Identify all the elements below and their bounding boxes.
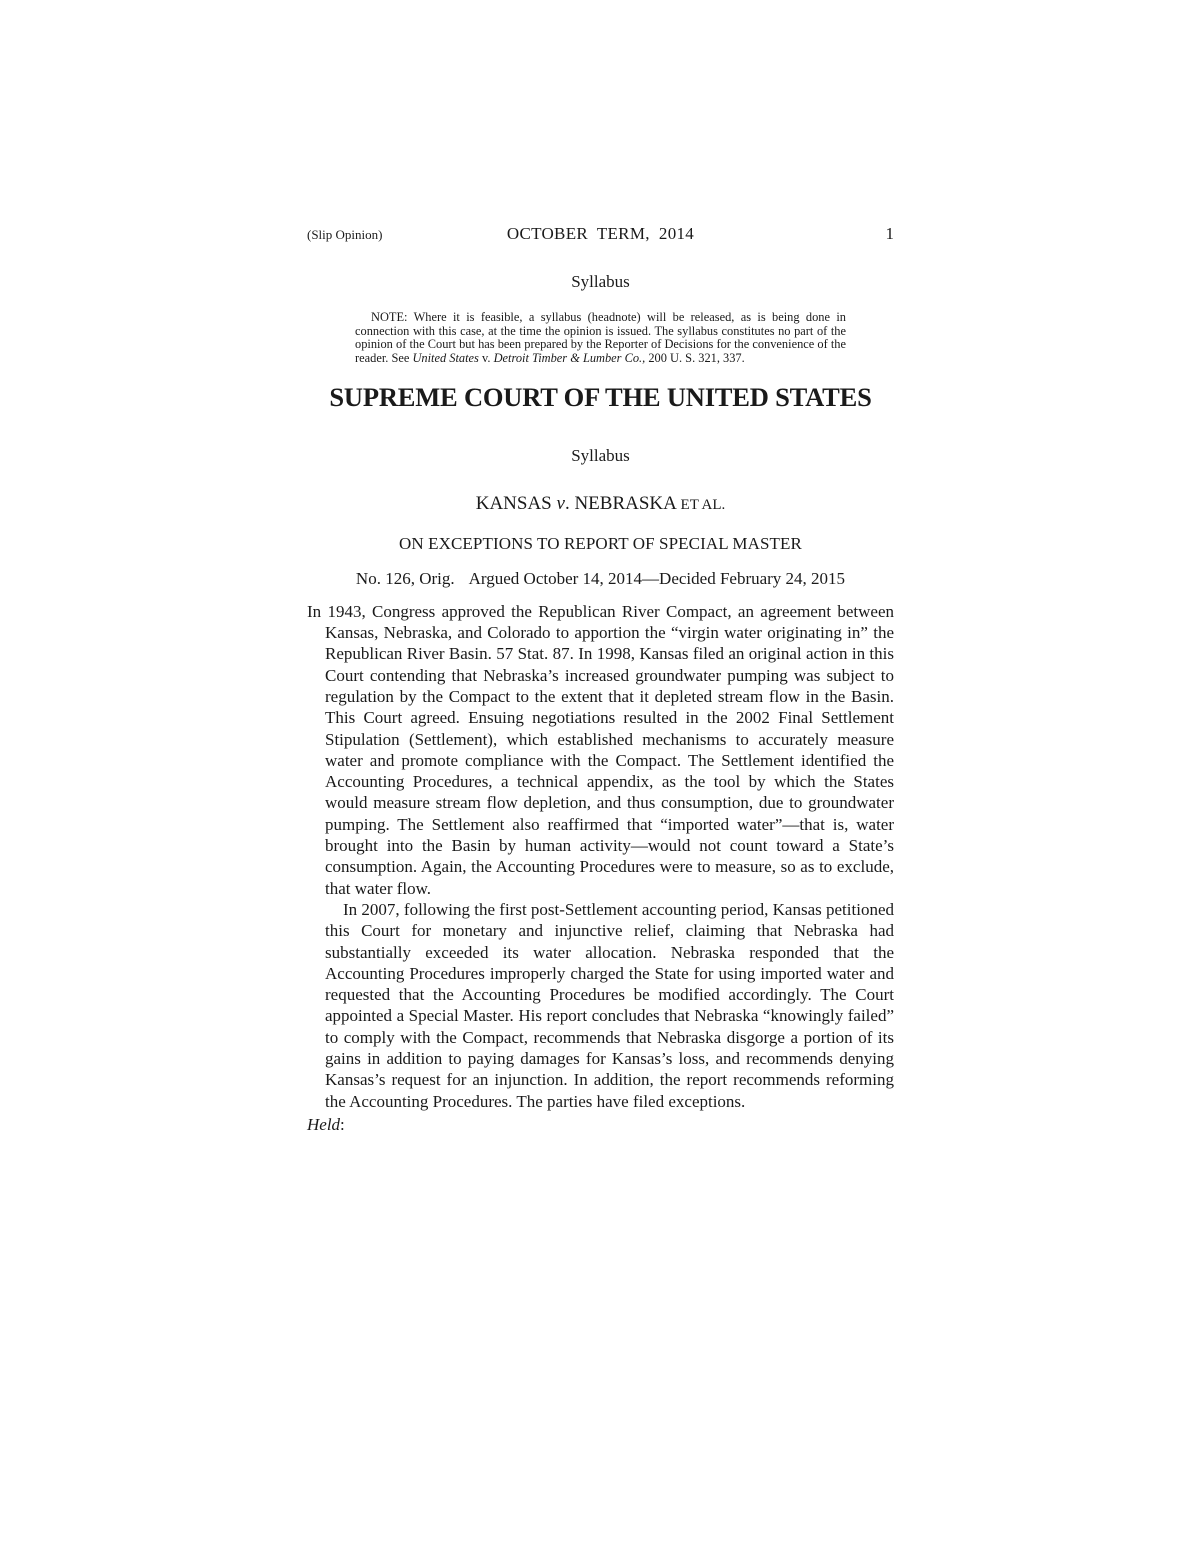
page-number: 1 [885,224,894,243]
syllabus-heading: Syllabus [571,445,630,465]
note-case-v: v. [478,351,494,366]
note-case-party-2: Detroit Timber & Lumber Co., [493,351,646,366]
slip-opinion-label: (Slip Opinion) [307,227,383,242]
case-caption [307,493,894,515]
term-label: OCTOBER TERM, 2014 [506,224,695,243]
docket-line [307,569,894,589]
court-title: SUPREME COURT OF THE UNITED STATES [329,381,872,412]
running-header [307,224,894,246]
caption-defendant: NEBRASKA [569,492,681,514]
syllabus-body [307,601,894,1112]
caption-versus: v [556,492,565,514]
note-citation: 200 U. S. 321, 337. [645,351,745,366]
docket-dates: Argued October 14, 2014—Decided February 24, 2015 [468,568,846,588]
held-line [307,1114,894,1135]
caption-plaintiff: KANSAS [475,492,557,514]
held-colon: : [340,1114,345,1134]
reporter-note [355,311,846,366]
docket-number: No. 126, Orig. [355,568,455,588]
held-label: Held [307,1114,341,1134]
caption-et-al: ET AL. [680,496,726,513]
note-case-party-1: United States [412,351,479,366]
body-paragraph-2: In 2007, following the first post-Settlement accounting period, Kansas petitioned this Court for monetary and injunctive relief, claiming that Nebraska had substantially exceeded its water allocation. Nebraska responded that the Accounting Procedures improperly charged the State for using imported water and requested that the Accounting Procedures be modified accordingly. The Court appointed a Special Master. His report concludes that Nebraska “knowingly failed” to comply with the Compact, recommends that Nebraska disgorge a portion of its gains in addition to paying damages for Kansas’s loss, and recommends denying Kansas’s request for an injunction. In addition, the report recommends reforming the Accounting Procedures. The parties have filed exceptions. [325,899,894,1111]
proceeding-line: ON EXCEPTIONS TO REPORT OF SPECIAL MASTER [399,533,802,553]
syllabus-heading-top: Syllabus [571,272,630,291]
slip-opinion-page [307,224,894,1135]
body-paragraph-1: In 1943, Congress approved the Republican River Compact, an agreement between Kansas, Nebraska, and Colorado to apportion the “virgin water originating in” the Republican River Basin. 57 Stat. 87. In 1998, Kansas filed an original action in this Court contending that Nebraska’s increased groundwater pumping was subject to regulation by the Compact to the extent that it depleted stream flow in the Basin. This Court agreed. Ensuing negotiations resulted in the 2002 Final Settlement Stipulation (Settlement), which established mechanisms to accurately measure water and promote compliance with the Compact. The Settlement identified the Accounting Procedures, a technical appendix, as the tool by which the States would measure stream flow depletion, and thus consumption, due to groundwater pumping. The Settlement also reaffirmed that “imported water”—that is, water brought into the Basin by human activity—would not count toward a State’s consumption. Again, the Accounting Procedures were to measure, so as to exclude, that water flow. [307,601,894,898]
note-lead-text: NOTE: Where it is feasible, a syllabus (headnote) will be released, as is being done in connection with this case, at the time the opinion is issued. The syllabus constitutes no part of the opinion of the Court but has been prepared by the Reporter of Decisions for the convenience of the reader. See [355,310,846,366]
caption-dot: . [564,492,570,514]
